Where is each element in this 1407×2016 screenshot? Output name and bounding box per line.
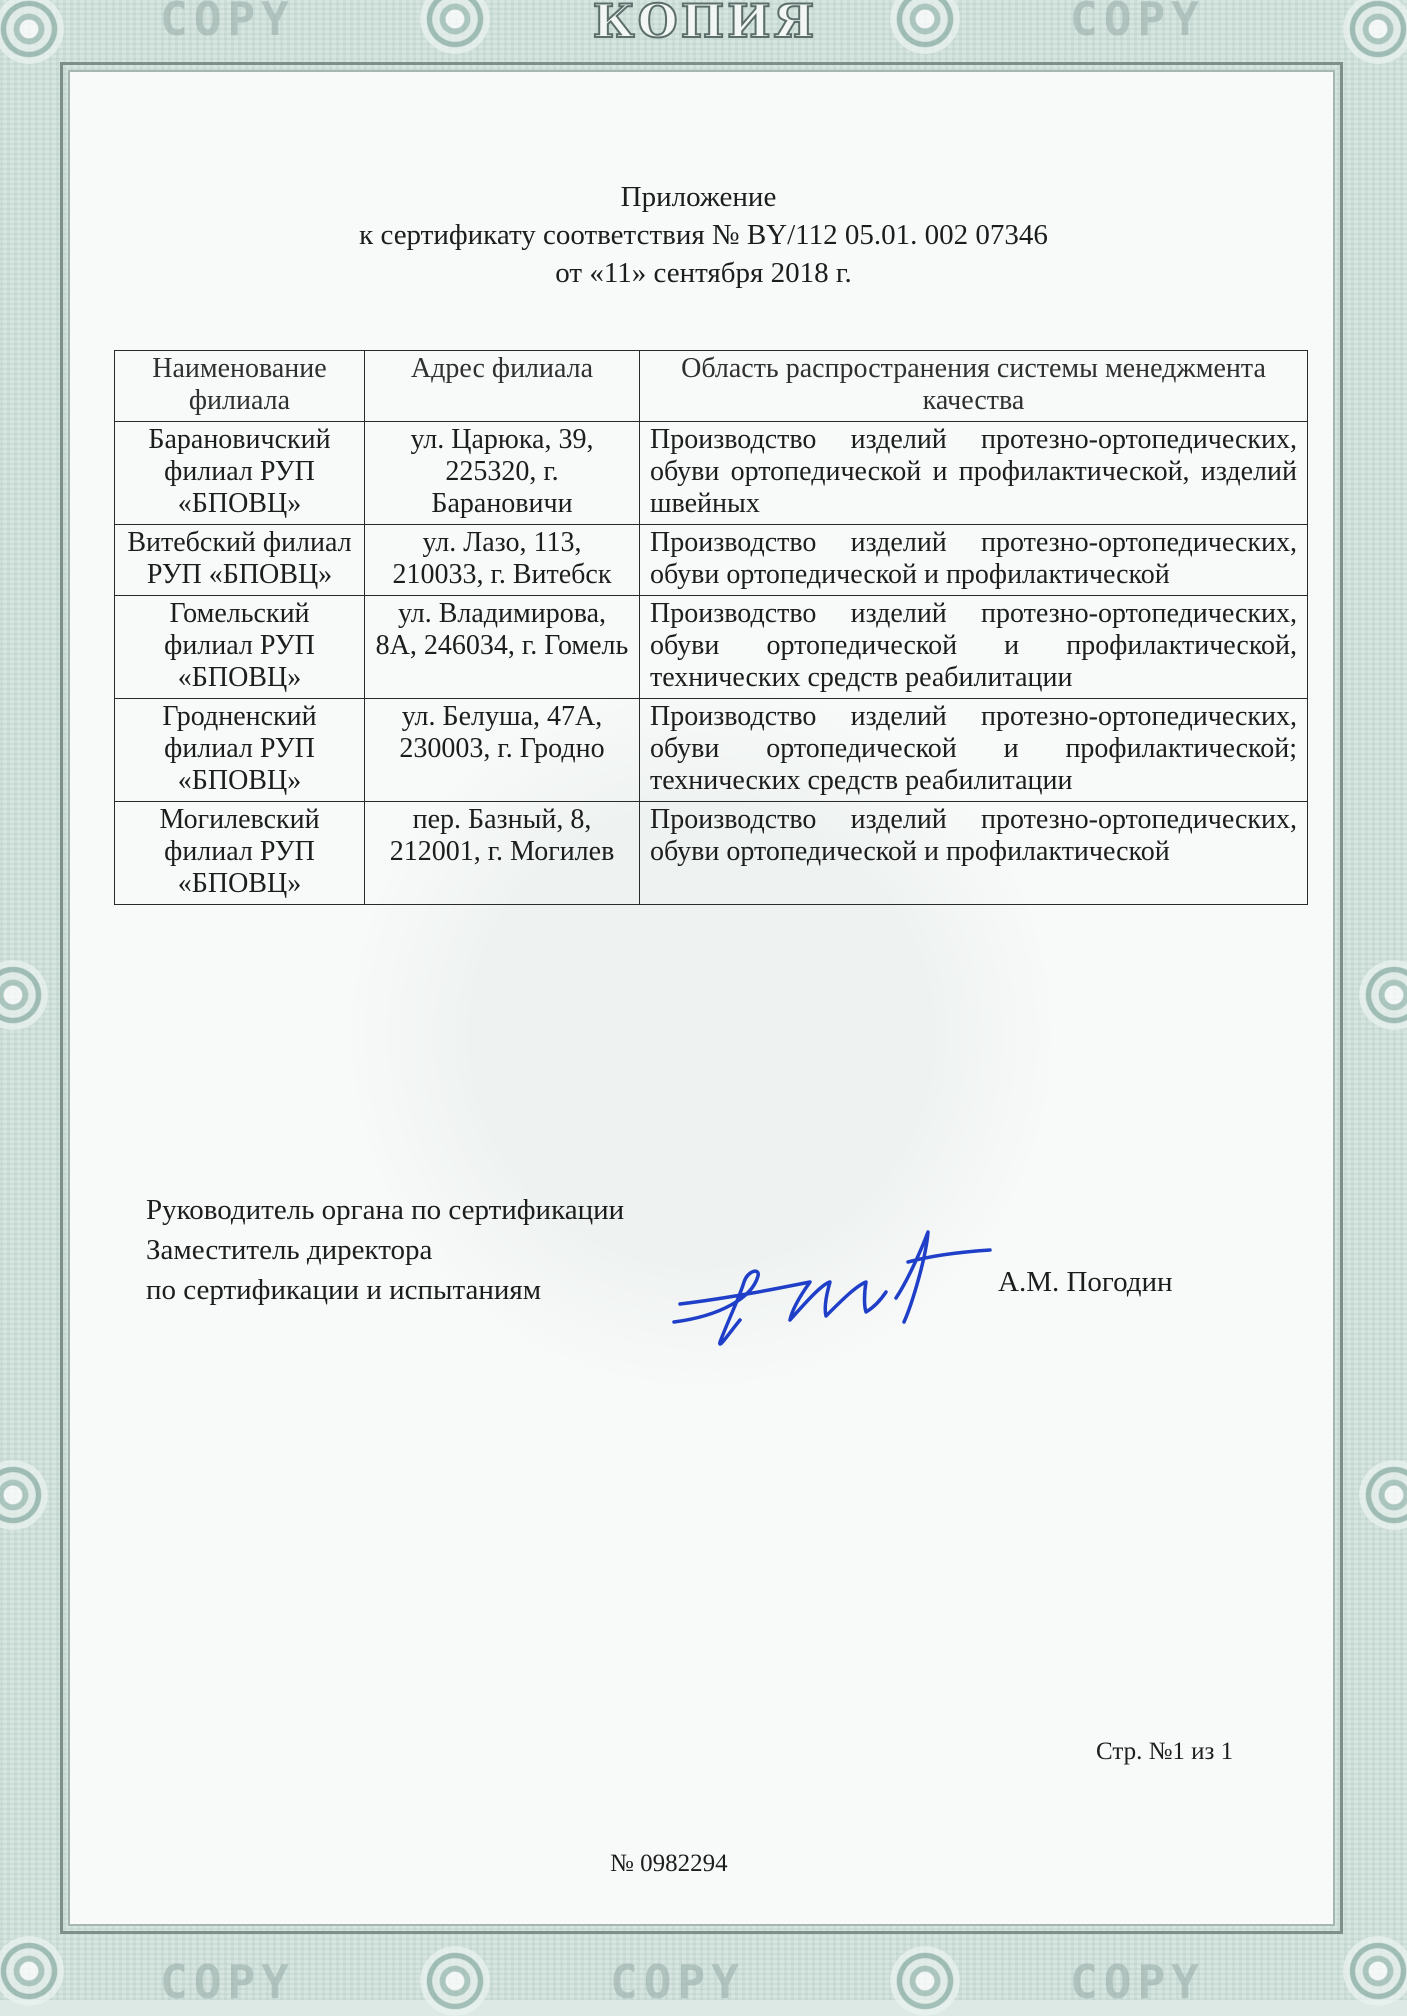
signatory-name: А.М. Погодин	[998, 1266, 1173, 1298]
rosette-ornament	[1343, 1936, 1407, 2006]
branch-name: Барановичский филиал РУП «БПОВЦ»	[115, 422, 365, 525]
table-row	[115, 422, 1308, 525]
branch-scope: Производство изделий протезно-ортопедических, обуви ортопедической и профилактической, технических средств реабилитации	[640, 596, 1308, 699]
certificate-date: от «11» сентября 2018 г.	[555, 257, 852, 289]
rosette-ornament	[420, 1946, 490, 2016]
copy-watermark: COPY	[610, 1955, 745, 2009]
branch-scope: Производство изделий протезно-ортопедических, обуви ортопедической и профилактической, изделий швейных	[640, 422, 1308, 525]
table-header-row	[115, 351, 1308, 422]
copy-stamp-label: КОПИЯ	[592, 0, 818, 48]
column-header-name: Наименование филиала	[115, 351, 365, 422]
branch-scope: Производство изделий протезно-ортопедических, обуви ортопедической и профилактической	[640, 802, 1308, 905]
branches-table	[114, 350, 1308, 905]
branch-name: Витебский филиал РУП «БПОВЦ»	[115, 525, 365, 596]
signatory-title-2: Заместитель директора	[146, 1234, 433, 1266]
copy-watermark: COPY	[1070, 1955, 1205, 2009]
column-header-scope: Область распространения системы менеджмента качества	[640, 351, 1308, 422]
table-row	[115, 596, 1308, 699]
table-row	[115, 525, 1308, 596]
copy-watermark: COPY	[160, 1955, 295, 2009]
branch-address: пер. Базный, 8, 212001, г. Могилев	[365, 802, 640, 905]
table-row	[115, 802, 1308, 905]
branch-address: ул. Белуша, 47А, 230003, г. Гродно	[365, 699, 640, 802]
document-title: Приложение	[620, 181, 777, 213]
page-number: Стр. №1 из 1	[1096, 1738, 1234, 1765]
copy-watermark: COPY	[160, 0, 295, 46]
column-header-address: Адрес филиала	[365, 351, 640, 422]
branch-name: Гомельский филиал РУП «БПОВЦ»	[115, 596, 365, 699]
branch-scope: Производство изделий протезно-ортопедических, обуви ортопедической и профилактической	[640, 525, 1308, 596]
branch-scope: Производство изделий протезно-ортопедических, обуви ортопедической и профилактической; технических средств реабилитации	[640, 699, 1308, 802]
document-header	[0, 178, 1407, 292]
copy-watermark: COPY	[1070, 0, 1205, 46]
branch-address: ул. Владимирова, 8А, 246034, г. Гомель	[365, 596, 640, 699]
handwritten-signature	[660, 1212, 1020, 1362]
document-number: № 0982294	[610, 1850, 728, 1877]
signatory-block	[146, 1190, 624, 1310]
certificate-reference: к сертификату соответствия № BY/112 05.01. 002 07346	[359, 219, 1048, 251]
branch-name: Гродненский филиал РУП «БПОВЦ»	[115, 699, 365, 802]
document-sheet	[68, 70, 1335, 1926]
signatory-title-3: по сертификации и испытаниям	[146, 1274, 542, 1306]
rosette-ornament	[890, 1946, 960, 2016]
branch-name: Могилевский филиал РУП «БПОВЦ»	[115, 802, 365, 905]
branch-address: ул. Царюка, 39, 225320, г. Барановичи	[365, 422, 640, 525]
signatory-title-1: Руководитель органа по сертификации	[146, 1194, 625, 1226]
table-row	[115, 699, 1308, 802]
branch-address: ул. Лазо, 113, 210033, г. Витебск	[365, 525, 640, 596]
